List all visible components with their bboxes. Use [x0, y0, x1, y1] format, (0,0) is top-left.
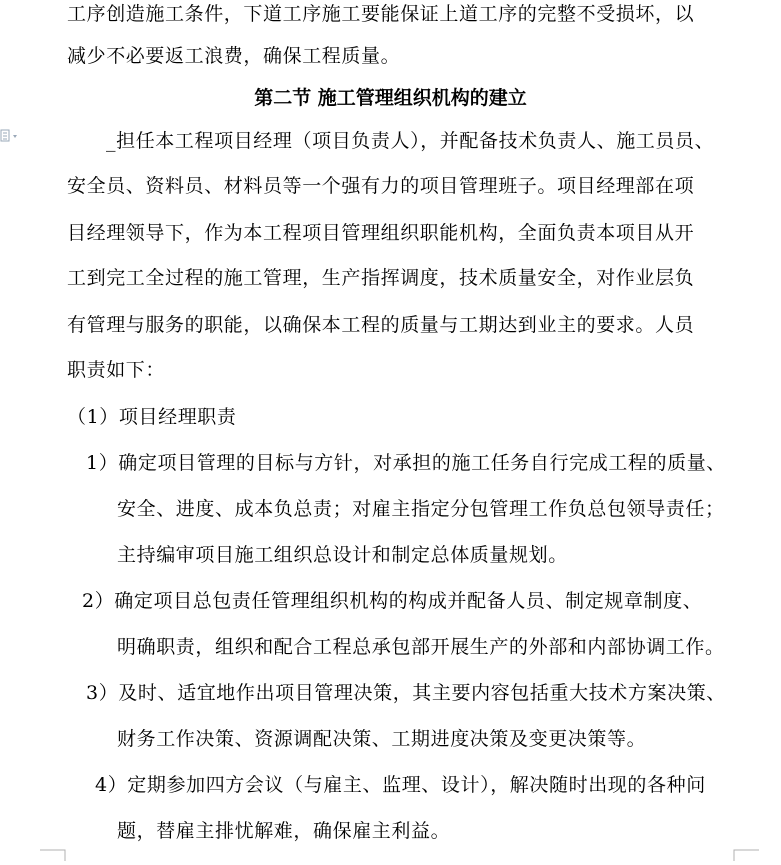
intro-line: 减少不必要返工浪费，确保工程质量。 — [67, 45, 401, 67]
subheading: （1）项目经理职责 — [67, 406, 237, 428]
intro-line: 工序创造施工条件，下道工序施工要能保证上道工序的完整不受损坏，以 — [67, 3, 695, 25]
list-item: 2）确定项目总包责任管理组织机构的构成并配备人员、制定规章制度、 — [82, 590, 703, 612]
margin-corner-mark-left — [40, 846, 66, 858]
list-item-continuation: 主持编审项目施工组织总设计和制定总体质量规划。 — [117, 544, 568, 566]
list-item: 1）确定项目管理的目标与方针，对承担的施工任务自行完成工程的质量、 — [86, 452, 726, 474]
body-line: 有管理与服务的职能，以确保本工程的质量与工期达到业主的要求。人员 — [67, 314, 695, 336]
list-item-continuation: 财务工作决策、资源调配决策、工期进度决策及变更决策等。 — [117, 728, 647, 750]
paragraph-marker-icon[interactable] — [0, 128, 22, 144]
body-line: 安全员、资料员、材料员等一个强有力的项目管理班子。项目经理部在项 — [67, 175, 695, 197]
list-item-continuation: 安全、进度、成本负总责；对雇主指定分包管理工作负总包领导责任； — [117, 498, 725, 520]
body-line: 职责如下： — [67, 359, 166, 381]
body-line: 目经理领导下，作为本工程项目管理组织职能机构，全面负责本项目从开 — [67, 222, 695, 244]
list-item-continuation: 明确职责，组织和配合工程总承包部开展生产的外部和内部协调工作。 — [117, 636, 725, 658]
list-item-continuation: 题，替雇主排忧解难，确保雇主利益。 — [117, 820, 451, 842]
list-item: 3）及时、适宜地作出项目管理决策，其主要内容包括重大技术方案决策、 — [86, 682, 726, 704]
list-item: 4）定期参加四方会议（与雇主、监理、设计），解决随时出现的各种问 — [95, 774, 706, 796]
section-heading: 第二节 施工管理组织机构的建立 — [254, 87, 527, 109]
body-line: 工到完工全过程的施工管理，生产指挥调度，技术质量安全，对作业层负 — [67, 267, 695, 289]
margin-corner-mark-right — [733, 846, 759, 858]
body-line: _担任本工程项目经理（项目负责人），并配备技术负责人、施工员员、 — [106, 130, 715, 152]
